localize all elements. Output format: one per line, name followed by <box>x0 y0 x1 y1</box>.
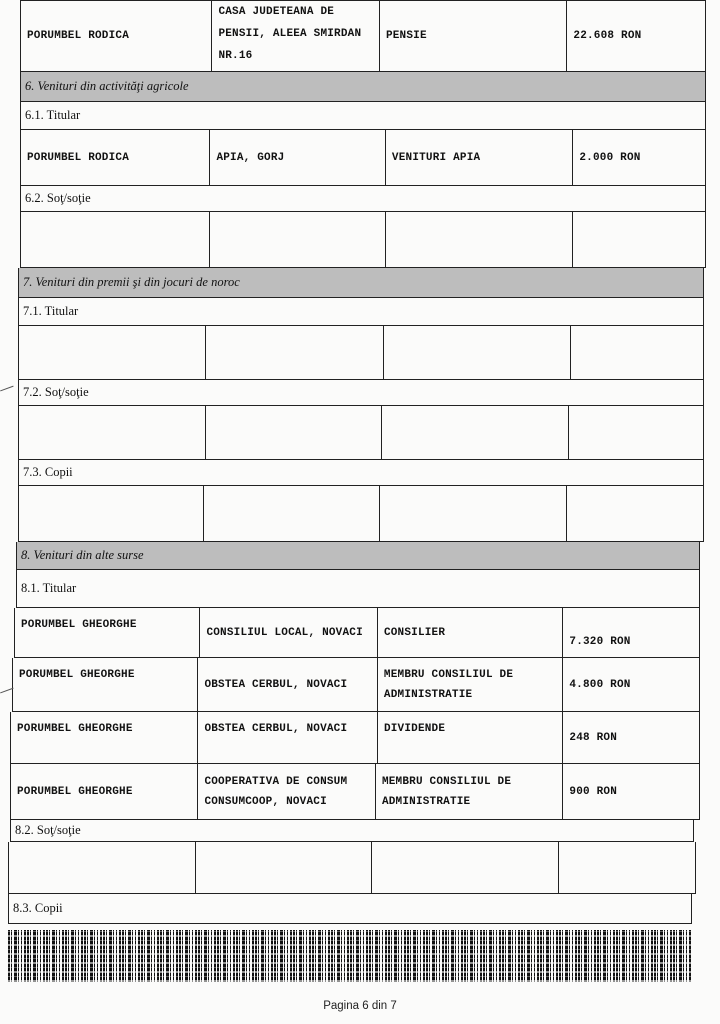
amount-cell: 248 RON <box>569 731 617 744</box>
name-cell: PORUMBEL GHEORGHE <box>13 658 198 711</box>
amount-cell: 2.000 RON <box>579 151 641 164</box>
empty-row <box>18 326 704 380</box>
amount-cell: 4.800 RON <box>569 678 631 691</box>
name-cell: PORUMBEL RODICA <box>21 130 210 185</box>
service-cell: MEMBRU CONSILIUL DE ADMINISTRATIE <box>376 764 563 819</box>
table-row <box>12 658 700 712</box>
amount-cell: 22.608 RON <box>573 30 642 42</box>
service-cell: VENITURI APIA <box>386 130 573 185</box>
source-cell: APIA, GORJ <box>210 130 385 185</box>
empty-row <box>20 212 706 268</box>
subsection-label: 7.1. Titular <box>18 298 704 326</box>
section-header: 6. Venituri din activităţi agricole <box>20 72 706 102</box>
table-row <box>10 712 700 764</box>
subsection-label: 6.1. Titular <box>20 102 706 130</box>
source-cell: CASA JUDETEANA DE PENSII, ALEEA SMIRDAN NR.16 <box>212 1 380 71</box>
section-header: 8. Venituri din alte surse <box>16 542 700 570</box>
subsection-label: 6.2. Soţ/soţie <box>20 186 706 212</box>
amount-cell: 900 RON <box>569 785 617 798</box>
name-cell: PORUMBEL GHEORGHE <box>11 712 198 763</box>
subsection-label: 8.3. Copii <box>8 894 692 924</box>
subsection-label: 7.3. Copii <box>18 460 704 486</box>
service-cell: PENSIE <box>380 1 567 71</box>
source-cell: COOPERATIVA DE CONSUM CONSUMCOOP, NOVACI <box>198 764 375 819</box>
name-cell: PORUMBEL GHEORGHE <box>11 764 198 819</box>
barcode <box>8 930 692 982</box>
source-cell: CONSILIUL LOCAL, NOVACI <box>200 608 377 657</box>
service-cell: DIVIDENDE <box>378 712 563 763</box>
amount-cell: 7.320 RON <box>569 636 631 648</box>
section-header: 7. Venituri din premii şi din jocuri de noroc <box>18 268 704 298</box>
empty-row <box>18 406 704 460</box>
name-cell: PORUMBEL RODICA <box>21 1 212 71</box>
table-row <box>20 130 706 186</box>
service-cell: CONSILIER <box>378 608 563 657</box>
table-row <box>20 0 706 72</box>
source-cell: OBSTEA CERBUL, NOVACI <box>198 712 377 763</box>
scan-mark <box>0 386 14 393</box>
service-cell: MEMBRU CONSILIUL DE ADMINISTRATIE <box>378 658 563 711</box>
table-row <box>14 608 700 658</box>
name-cell: PORUMBEL GHEORGHE <box>15 608 200 657</box>
table-row <box>10 764 700 820</box>
subsection-label: 8.2. Soţ/soţie <box>10 820 694 842</box>
empty-row <box>8 842 696 894</box>
subsection-label: 8.1. Titular <box>16 570 700 608</box>
page-number: Pagina 6 din 7 <box>323 1000 397 1012</box>
subsection-label: 7.2. Soţ/soţie <box>18 380 704 406</box>
empty-row <box>18 486 704 542</box>
source-cell: OBSTEA CERBUL, NOVACI <box>198 658 377 711</box>
